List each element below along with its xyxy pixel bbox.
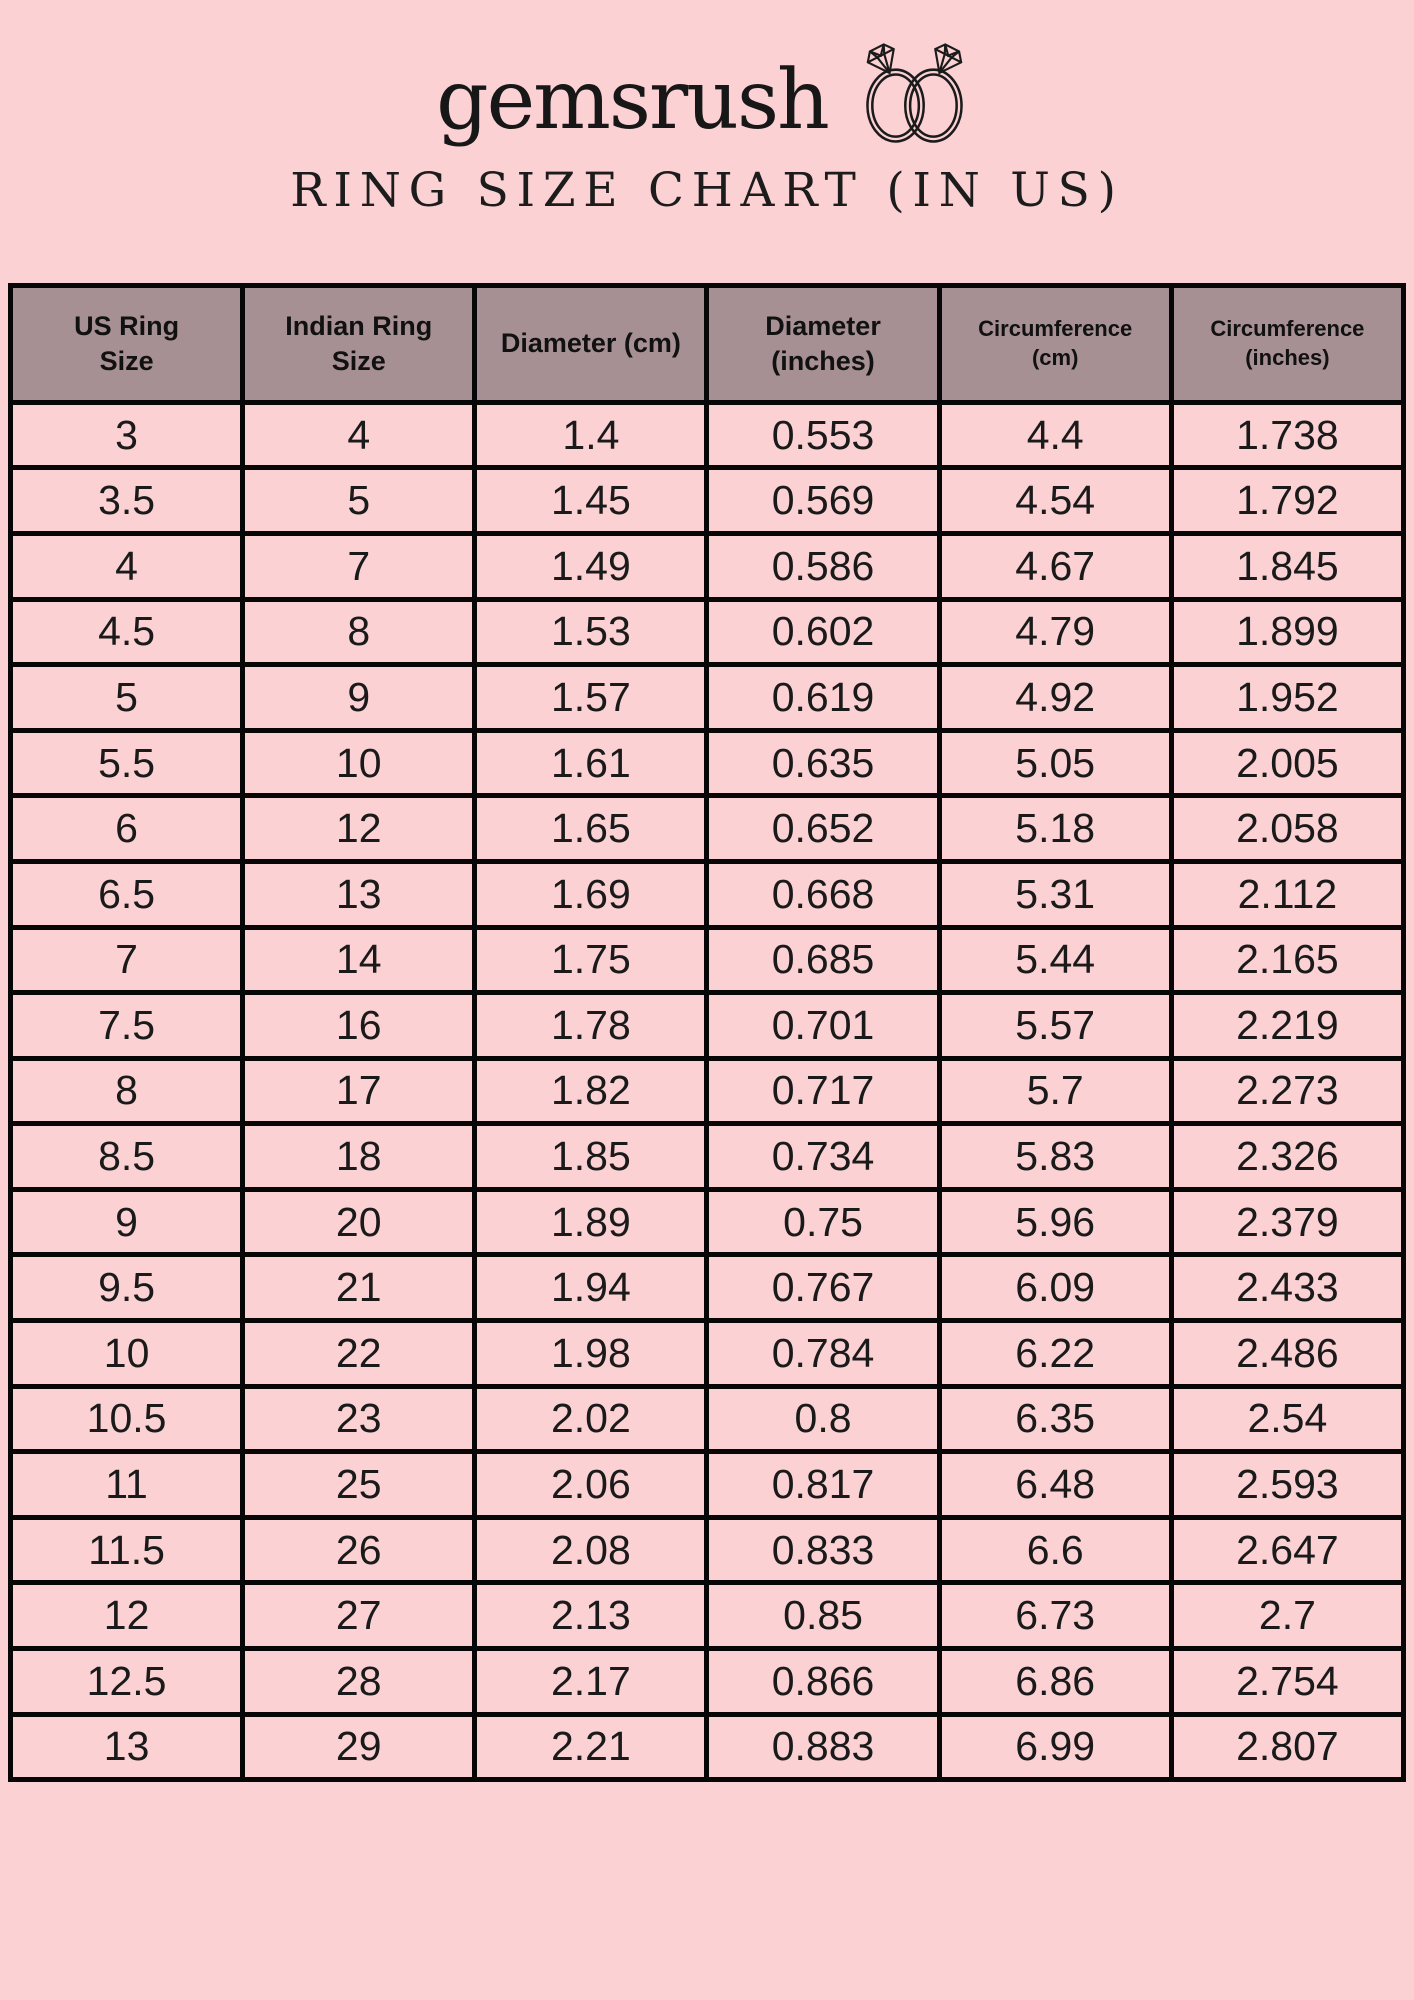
table-row: [11, 861, 1404, 927]
table-cell: 11.5: [11, 1517, 243, 1583]
table-cell: 2.219: [1171, 993, 1403, 1059]
table-cell: 6.6: [939, 1517, 1171, 1583]
table-cell: 4: [11, 533, 243, 599]
column-header-label: Circumference (inches): [1210, 316, 1365, 370]
column-header-label: Circumference (cm): [978, 316, 1133, 370]
column-header-label: Diameter (inches): [765, 310, 881, 376]
table-cell: 5.05: [939, 730, 1171, 796]
table-row: [11, 1649, 1404, 1715]
table-cell: 27: [243, 1583, 475, 1649]
table-cell: 5: [11, 665, 243, 731]
table-cell: 10: [243, 730, 475, 796]
table-cell: 5.18: [939, 796, 1171, 862]
table-cell: 0.8: [707, 1386, 939, 1452]
table-cell: 17: [243, 1058, 475, 1124]
table-row: [11, 599, 1404, 665]
table-cell: 2.273: [1171, 1058, 1403, 1124]
column-header-circumference-inches: [1171, 285, 1403, 402]
table-cell: 1.792: [1171, 468, 1403, 534]
table-cell: 28: [243, 1649, 475, 1715]
table-cell: 0.569: [707, 468, 939, 534]
table-row: [11, 796, 1404, 862]
column-header-label: US Ring Size: [74, 310, 180, 376]
table-cell: 14: [243, 927, 475, 993]
table-row: [11, 1321, 1404, 1387]
table-cell: 1.65: [475, 796, 707, 862]
table-cell: 1.738: [1171, 402, 1403, 468]
table-cell: 2.13: [475, 1583, 707, 1649]
table-cell: 0.701: [707, 993, 939, 1059]
table-row: [11, 1517, 1404, 1583]
table-row: [11, 927, 1404, 993]
table-cell: 13: [11, 1714, 243, 1780]
table-row: [11, 402, 1404, 468]
table-cell: 6.48: [939, 1452, 1171, 1518]
table-cell: 1.49: [475, 533, 707, 599]
table-cell: 1.69: [475, 861, 707, 927]
table-cell: 5.7: [939, 1058, 1171, 1124]
table-cell: 0.883: [707, 1714, 939, 1780]
table-cell: 2.593: [1171, 1452, 1403, 1518]
table-row: [11, 468, 1404, 534]
column-header-us-ring-size: [11, 285, 243, 402]
table-cell: 5.57: [939, 993, 1171, 1059]
table-cell: 0.833: [707, 1517, 939, 1583]
table-cell: 3: [11, 402, 243, 468]
table-cell: 2.754: [1171, 1649, 1403, 1715]
table-cell: 0.602: [707, 599, 939, 665]
table-cell: 2.486: [1171, 1321, 1403, 1387]
table-cell: 9.5: [11, 1255, 243, 1321]
column-header-circumference-cm: [939, 285, 1171, 402]
table-cell: 6.5: [11, 861, 243, 927]
table-row: [11, 665, 1404, 731]
table-header: [11, 285, 1404, 402]
ring-size-table: [8, 283, 1406, 1782]
table-cell: 1.952: [1171, 665, 1403, 731]
page-header: [0, 0, 1414, 221]
table-row: [11, 533, 1404, 599]
table-cell: 1.78: [475, 993, 707, 1059]
table-cell: 0.75: [707, 1189, 939, 1255]
table-cell: 0.668: [707, 861, 939, 927]
table-cell: 0.586: [707, 533, 939, 599]
table-cell: 9: [243, 665, 475, 731]
table-cell: 0.685: [707, 927, 939, 993]
table-cell: 1.82: [475, 1058, 707, 1124]
table-cell: 8: [11, 1058, 243, 1124]
table-cell: 2.08: [475, 1517, 707, 1583]
table-cell: 2.433: [1171, 1255, 1403, 1321]
table-cell: 18: [243, 1124, 475, 1190]
table-row: [11, 1124, 1404, 1190]
table-cell: 29: [243, 1714, 475, 1780]
double-rings-with-diamonds-icon: [850, 36, 978, 148]
table-cell: 0.717: [707, 1058, 939, 1124]
table-row: [11, 1386, 1404, 1452]
table-cell: 2.058: [1171, 796, 1403, 862]
table-cell: 22: [243, 1321, 475, 1387]
table-cell: 2.02: [475, 1386, 707, 1452]
table-cell: 4: [243, 402, 475, 468]
page-title: RING SIZE CHART (IN US): [290, 163, 1124, 218]
table-cell: 4.67: [939, 533, 1171, 599]
table-cell: 0.553: [707, 402, 939, 468]
column-header-indian-ring-size: [243, 285, 475, 402]
table-cell: 2.112: [1171, 861, 1403, 927]
table-cell: 16: [243, 993, 475, 1059]
table-cell: 4.92: [939, 665, 1171, 731]
table-cell: 6.99: [939, 1714, 1171, 1780]
table-cell: 4.79: [939, 599, 1171, 665]
table-body: [11, 402, 1404, 1779]
table-cell: 6.86: [939, 1649, 1171, 1715]
table-row: [11, 993, 1404, 1059]
table-cell: 0.635: [707, 730, 939, 796]
table-cell: 1.45: [475, 468, 707, 534]
table-cell: 2.7: [1171, 1583, 1403, 1649]
table-row: [11, 1189, 1404, 1255]
table-cell: 1.98: [475, 1321, 707, 1387]
table-cell: 23: [243, 1386, 475, 1452]
table-cell: 1.61: [475, 730, 707, 796]
brand-logo-text: gemsrush: [436, 53, 828, 148]
table-cell: 0.767: [707, 1255, 939, 1321]
table-cell: 25: [243, 1452, 475, 1518]
table-cell: 5.83: [939, 1124, 1171, 1190]
table-cell: 1.89: [475, 1189, 707, 1255]
table-cell: 0.734: [707, 1124, 939, 1190]
table-cell: 6.22: [939, 1321, 1171, 1387]
table-cell: 1.4: [475, 402, 707, 468]
table-cell: 20: [243, 1189, 475, 1255]
table-row: [11, 730, 1404, 796]
table-cell: 26: [243, 1517, 475, 1583]
table-cell: 2.647: [1171, 1517, 1403, 1583]
table-cell: 8.5: [11, 1124, 243, 1190]
table-cell: 5.31: [939, 861, 1171, 927]
table-row: [11, 1714, 1404, 1780]
table-cell: 0.85: [707, 1583, 939, 1649]
table-row: [11, 1255, 1404, 1321]
table-cell: 4.5: [11, 599, 243, 665]
column-header-label: Diameter (cm): [500, 328, 681, 359]
table-cell: 1.53: [475, 599, 707, 665]
table-cell: 6.73: [939, 1583, 1171, 1649]
table-cell: 1.85: [475, 1124, 707, 1190]
table-cell: 3.5: [11, 468, 243, 534]
table-cell: 0.784: [707, 1321, 939, 1387]
table-cell: 7.5: [11, 993, 243, 1059]
table-cell: 2.06: [475, 1452, 707, 1518]
table-cell: 1.75: [475, 927, 707, 993]
table-cell: 8: [243, 599, 475, 665]
table-cell: 7: [11, 927, 243, 993]
table-cell: 0.866: [707, 1649, 939, 1715]
table-cell: 7: [243, 533, 475, 599]
table-cell: 4.54: [939, 468, 1171, 534]
column-header-diameter-cm: [475, 285, 707, 402]
table-cell: 2.165: [1171, 927, 1403, 993]
table-row: [11, 1583, 1404, 1649]
table-cell: 21: [243, 1255, 475, 1321]
table-cell: 2.17: [475, 1649, 707, 1715]
table-cell: 12: [243, 796, 475, 862]
table-cell: 1.899: [1171, 599, 1403, 665]
table-cell: 2.326: [1171, 1124, 1403, 1190]
table-header-row: [11, 285, 1404, 402]
table-cell: 13: [243, 861, 475, 927]
brand-row: [0, 30, 1414, 148]
column-header-diameter-inches: [707, 285, 939, 402]
table-cell: 2.379: [1171, 1189, 1403, 1255]
table-cell: 1.845: [1171, 533, 1403, 599]
table-cell: 4.4: [939, 402, 1171, 468]
table-cell: 0.652: [707, 796, 939, 862]
table-cell: 9: [11, 1189, 243, 1255]
table-cell: 6: [11, 796, 243, 862]
table-cell: 2.807: [1171, 1714, 1403, 1780]
column-header-label: Indian Ring Size: [285, 310, 433, 376]
table-row: [11, 1452, 1404, 1518]
table-cell: 2.005: [1171, 730, 1403, 796]
table-cell: 6.35: [939, 1386, 1171, 1452]
table-cell: 2.21: [475, 1714, 707, 1780]
table-cell: 12.5: [11, 1649, 243, 1715]
table-cell: 0.619: [707, 665, 939, 731]
table-cell: 5: [243, 468, 475, 534]
table-cell: 0.817: [707, 1452, 939, 1518]
table-cell: 10: [11, 1321, 243, 1387]
table-cell: 6.09: [939, 1255, 1171, 1321]
table-cell: 5.5: [11, 730, 243, 796]
table-cell: 5.96: [939, 1189, 1171, 1255]
table-cell: 1.94: [475, 1255, 707, 1321]
table-cell: 12: [11, 1583, 243, 1649]
table-cell: 2.54: [1171, 1386, 1403, 1452]
table-cell: 5.44: [939, 927, 1171, 993]
table-cell: 11: [11, 1452, 243, 1518]
table-cell: 10.5: [11, 1386, 243, 1452]
table-cell: 1.57: [475, 665, 707, 731]
table-row: [11, 1058, 1404, 1124]
